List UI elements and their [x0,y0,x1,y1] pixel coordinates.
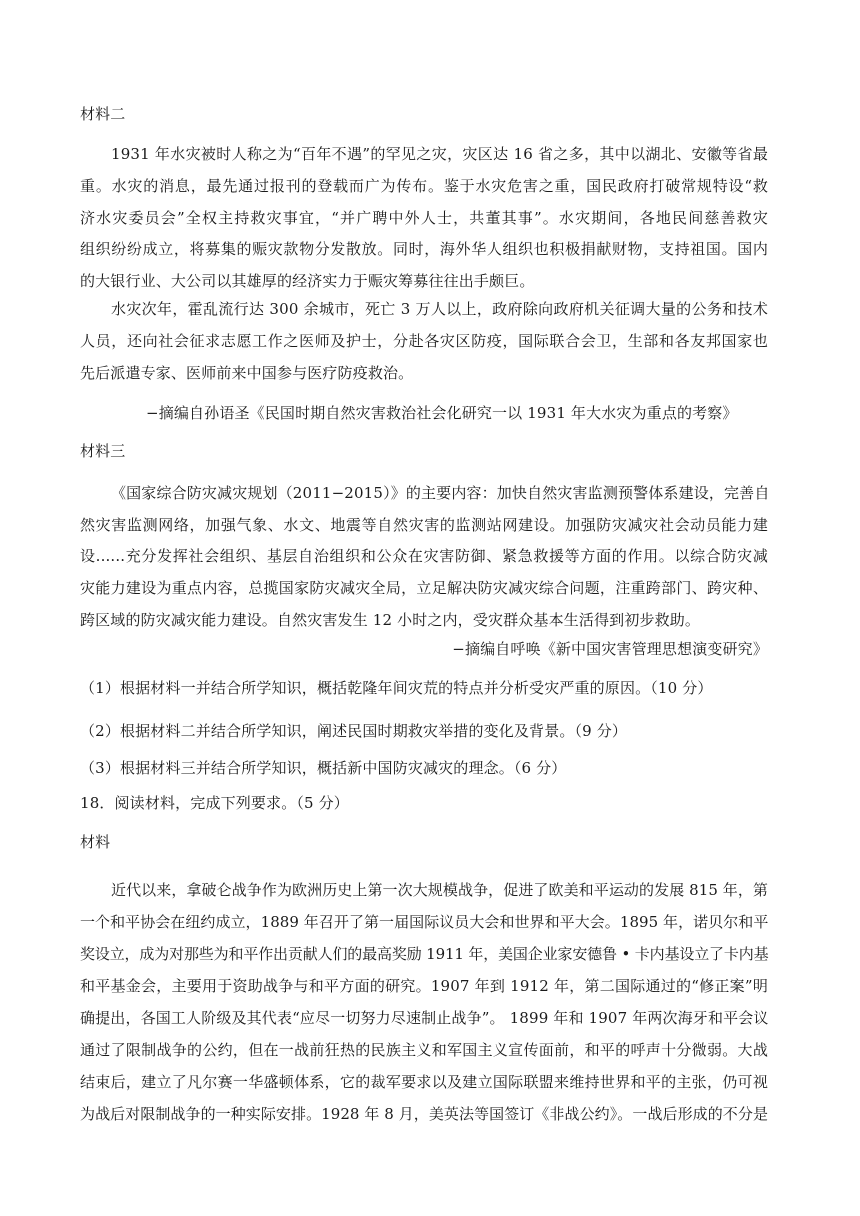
material3-p1-line: 《国家综合防灾减灾规划（2011−2015）》的主要内容：加快自然灾害监测预警体系建设，完善自 [111,484,770,502]
q18-p1-line: 和平基金会，主要用于资助战争与和平方面的研究。1907 年到 1912 年，第二国际通过的“修正案”明 [80,977,768,995]
material2-p2-line: 水灾次年，霍乱流行达 300 余城市，死亡 3 万人以上，政府除向政府机关征调大量的公务和技术 [111,300,768,318]
material3-source: −摘编自呼唤《新中国灾害管理思想演变研究》 [452,640,768,658]
material2-p1-line: 1931 年水灾被时人称之为“百年不遇”的罕见之灾，灾区达 16 省之多，其中以湖北、安徽等省最 [111,145,768,163]
material2-p2-line: 人员，还向社会征求志愿工作之医师及护士，分赴各灾区防疫，国际联合会卫，生部和各友邦国家也 [80,332,768,350]
q18-material-heading: 材料 [80,833,111,851]
question-item: （1）根据材料一并结合所学知识，概括乾隆年间灾荒的特点并分析受灾严重的原因。（10 分） [80,679,713,697]
q18-p1-line: 近代以来，拿破仑战争作为欧洲历史上第一次大规模战争，促进了欧美和平运动的发展 815 年，第 [111,881,768,899]
q18-p1-line: 为战后对限制战争的一种实际安排。1928 年 8 月，美英法等国签订《非战公约》。一战后形成的不分是 [80,1105,768,1123]
q18-p1-line: 一个和平协会在纽约成立，1889 年召开了第一届国际议员大会和世界和平大会。1895 年，诺贝尔和平 [80,913,769,931]
q18-p1-line: 奖设立，成为对那些为和平作出贡献人们的最高奖励 1911 年，美国企业家安德鲁 • 卡内基设立了卡内基 [80,945,769,963]
material2-p1-line: 的大银行业、大公司以其雄厚的经济实力于赈灾筹募往往出手颇巨。 [80,272,535,290]
material2-source: −摘编自孙语圣《民国时期自然灾害救治社会化研究一以 1931 年大水灾为重点的考察》 [146,404,738,422]
material2-heading: 材料二 [80,105,126,123]
question-item: （2）根据材料二并结合所学知识，阐述民国时期救灾举措的变化及背景。（9 分） [80,722,628,740]
material2-p1-line: 组织纷纷成立，将募集的赈灾款物分发散放。同时，海外华人组织也积极捐献财物，支持祖国。国内 [80,240,768,258]
q18-p1-line: 确提出，各国工人阶级及其代表“应尽一切努力尽速制止战争”。 1899 年和 1907 年两次海牙和平会议 [80,1009,769,1027]
material2-p1-line: 济水灾委员会”全权主持救灾事宜，“并广聘中外人士，共董其事”。水灾期间，各地民间慈善救灾 [80,209,768,227]
material3-p1-line: 跨区域的防灾减灾能力建设。自然灾害发生 12 小时之内，受灾群众基本生活得到初步救助。 [80,611,701,629]
q18-title: 18．阅读材料，完成下列要求。（5 分） [80,794,349,812]
q18-p1-line: 结束后，建立了凡尔赛一华盛顿体系，它的裁军要求以及建立国际联盟来维持世界和平的主张，仍可视 [80,1073,768,1091]
material2-p2-line: 先后派遣专家、医师前来中国参与医疗防疫救治。 [80,364,414,382]
material3-p1-line: 灾能力建设为重点内容，总揽国家防灾减灾全局，立足解决防灾减灾综合问题，注重跨部门、跨灾种、 [80,579,768,597]
material3-heading: 材料三 [80,442,126,460]
question-item: （3）根据材料三并结合所学知识，概括新中国防灾减灾的理念。（6 分） [80,759,567,777]
material3-p1-line: 然灾害监测网络，加强气象、水文、地震等自然灾害的监测站网建设。加强防灾减灾社会动员能力建 [80,516,768,534]
material3-p1-line: 设......充分发挥社会组织、基层自治组织和公众在灾害防御、紧急救援等方面的作用。以综合防灾减 [80,547,768,565]
material2-p1-line: 重。水灾的消息，最先通过报刊的登载而广为传布。鉴于水灾危害之重，国民政府打破常规特设“救 [80,177,768,195]
q18-p1-line: 通过了限制战争的公约，但在一战前狂热的民族主义和军国主义宣传面前，和平的呼声十分微弱。大战 [80,1041,768,1059]
